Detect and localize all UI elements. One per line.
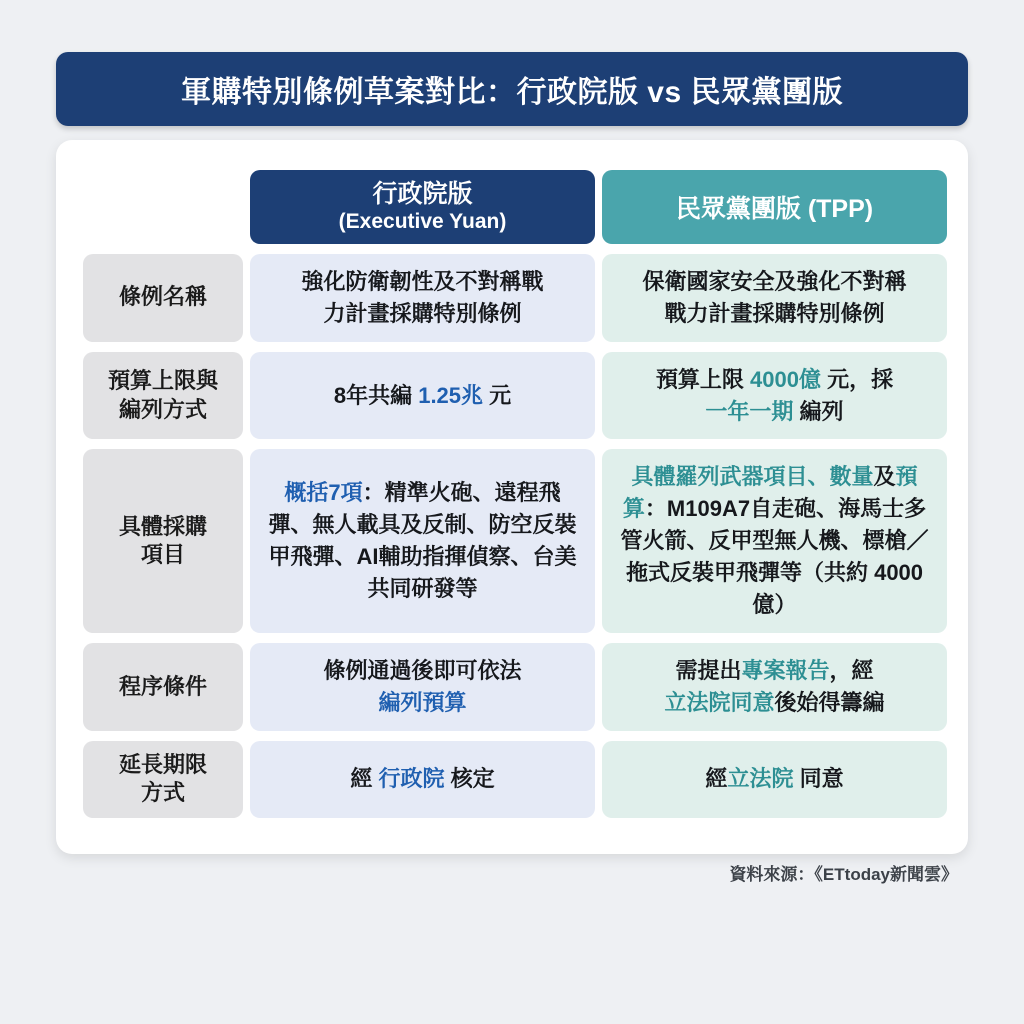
row-label-line2: 編列方式	[118, 396, 207, 422]
row-label-procedure: 程序條件	[83, 643, 243, 731]
cell-text-pre: 預算上限	[655, 366, 751, 392]
source-note: 資料來源：《ETtoday新聞雲》	[729, 864, 958, 884]
cell-text-pre: 8年共編	[333, 382, 419, 408]
row-label-budget	[83, 352, 243, 440]
cell-text-mid: 及	[873, 464, 896, 490]
row-label-line1: 預算上限與	[107, 367, 218, 393]
table-row	[83, 352, 947, 440]
cell-highlight: 行政院	[378, 766, 445, 792]
cell-text-line1: 保衛國家安全及強化不對稱	[642, 268, 907, 294]
cell-tpp-extension	[602, 741, 947, 818]
header-executive-yuan	[250, 170, 595, 244]
table-row	[83, 741, 947, 818]
cell-ey-procedure	[250, 643, 595, 731]
table-row	[83, 254, 947, 342]
cell-text-line2: 力計畫採購特別條例	[323, 300, 522, 326]
cell-ey-extension	[250, 741, 595, 818]
comparison-card	[56, 140, 968, 854]
row-label-line1: 延長期限	[118, 751, 207, 777]
cell-highlight-2: 預算	[622, 464, 918, 522]
cell-ey-name	[250, 254, 595, 342]
cell-tpp-items	[602, 449, 947, 632]
cell-ey-items	[250, 449, 595, 632]
cell-text-line2: 戰力計畫採購特別條例	[664, 300, 885, 326]
table-row	[83, 643, 947, 731]
cell-highlight-1: 專案報告	[741, 657, 830, 683]
cell-text-line1: 強化防衛韌性及不對稱戰	[301, 268, 544, 294]
cell-text-post: 元	[483, 382, 512, 408]
row-label-extension	[83, 741, 243, 818]
cell-tpp-name	[602, 254, 947, 342]
cell-text-body: ：精準火砲、遠程飛彈、無人載具及反制、防空反裝甲飛彈、AI輔助指揮偵察、台美共同研發等	[268, 480, 577, 602]
cell-text-mid: ，經	[829, 657, 874, 683]
row-label-line2: 方式	[140, 780, 185, 806]
cell-highlight: 立法院	[727, 766, 794, 792]
cell-text-body: ：M109A7自走砲、海馬士多管火箭、反甲型無人機、標槍／拖式反裝甲飛彈等（共約 4000億）	[620, 496, 929, 618]
cell-text-post: 編列	[793, 398, 844, 424]
cell-text-pre: 需提出	[675, 657, 742, 683]
cell-text-line1: 條例通過後即可依法	[323, 657, 522, 683]
cell-text-pre: 經	[350, 766, 379, 792]
row-label-items	[83, 449, 243, 632]
row-label-line1: 具體採購	[118, 513, 207, 539]
cell-highlight-1: 4000億	[750, 366, 821, 392]
header-blank-cell	[83, 170, 243, 244]
row-label-line2: 項目	[140, 542, 185, 568]
header-ey-subtitle: (Executive Yuan)	[338, 209, 507, 233]
cell-tpp-budget	[602, 352, 947, 440]
cell-highlight-2: 立法院同意	[664, 689, 775, 715]
table-header	[83, 170, 947, 244]
header-ey-name: 行政院版	[372, 180, 473, 208]
cell-text-post: 後始得籌編	[774, 689, 885, 715]
cell-text-pre: 經	[705, 766, 728, 792]
cell-tpp-procedure	[602, 643, 947, 731]
cell-highlight-1: 具體羅列武器項目、數量	[631, 464, 874, 490]
table-body	[83, 254, 947, 818]
title-bar	[56, 52, 968, 126]
cell-text-post: 同意	[793, 766, 844, 792]
cell-text-mid: 元，採	[820, 366, 894, 392]
header-tpp-name: 民眾黨團版 (TPP)	[675, 194, 874, 223]
cell-text-post: 核定	[444, 766, 495, 792]
cell-highlight-2: 一年一期	[705, 398, 794, 424]
table-row	[83, 449, 947, 632]
page-title: 軍購特別條例草案對比：行政院版 vs 民眾黨團版	[180, 76, 844, 109]
header-tpp	[602, 170, 947, 244]
cell-highlight: 1.25兆	[418, 382, 484, 408]
row-label-name: 條例名稱	[83, 254, 243, 342]
cell-highlight: 概括7項	[284, 480, 363, 506]
cell-ey-budget	[250, 352, 595, 440]
cell-highlight: 編列預算	[378, 689, 467, 715]
comparison-table	[76, 160, 954, 828]
